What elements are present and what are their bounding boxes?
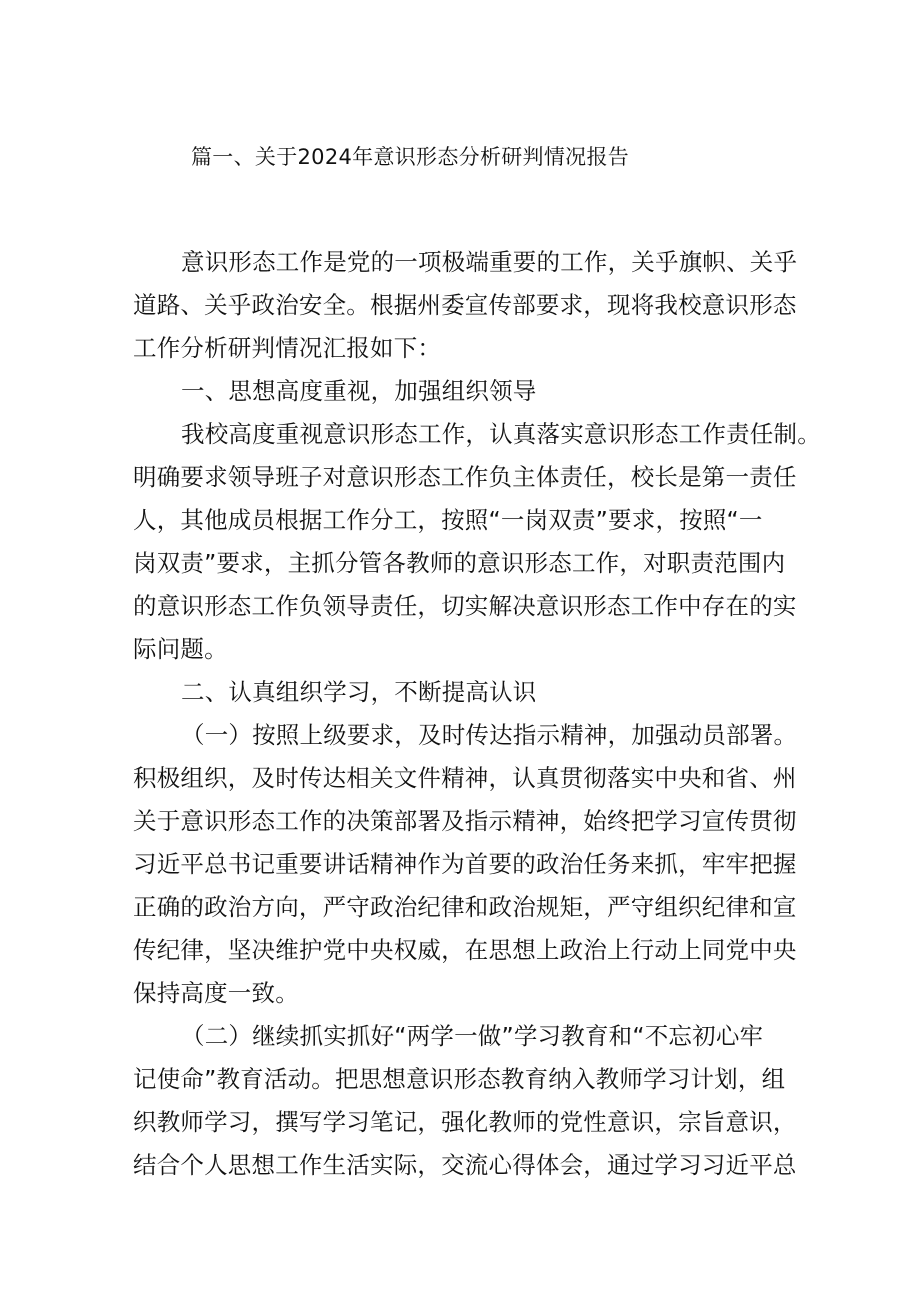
- text-line: 意识形态工作是党的一项极端重要的工作，关乎旗帜、关乎: [181, 248, 798, 276]
- text-line: 保持高度一致。: [133, 979, 299, 1007]
- text-line: 岗双责”要求，主抓分管各教师的意识形态工作，对职责范围内: [133, 549, 786, 577]
- text-line: 我校高度重视意识形态工作，认真落实意识形态工作责任制。: [181, 420, 821, 448]
- text-line: 一、思想高度重视，加强组织领导: [181, 377, 537, 405]
- text-line: 织教师学习，撰写学习笔记，强化教师的党性意识，宗旨意识，: [133, 1108, 797, 1136]
- text-line: （二）继续抓实抓好“两学一做”学习教育和“不忘初心牢: [181, 1022, 764, 1050]
- text-line: 正确的政治方向，严守政治纪律和政治规矩，严守组织纪律和宣: [133, 893, 797, 921]
- document-body: [133, 241, 821, 1187]
- text-line: 积极组织，及时传达相关文件精神，认真贯彻落实中央和省、州: [133, 764, 797, 792]
- text-line: 习近平总书记重要讲话精神作为首要的政治任务来抓，牢牢把握: [133, 850, 797, 878]
- text-line: （一）按照上级要求，及时传达指示精神，加强动员部署。: [181, 721, 798, 749]
- text-line: 记使命”教育活动。把思想意识形态教育纳入教师学习计划，组: [133, 1065, 786, 1093]
- text-line: 结合个人思想工作生活实际，交流心得体会，通过学习习近平总: [133, 1151, 797, 1179]
- text-line: 关于意识形态工作的决策部署及指示精神，始终把学习宣传贯彻: [133, 807, 797, 835]
- text-line: 的意识形态工作负领导责任，切实解决意识形态工作中存在的实: [133, 592, 797, 620]
- text-line: 明确要求领导班子对意识形态工作负主体责任，校长是第一责任: [133, 463, 797, 491]
- text-line: 道路、关乎政治安全。根据州委宣传部要求，现将我校意识形态: [133, 291, 797, 319]
- document-title: 篇一、关于2024年意识形态分析研判情况报告: [191, 145, 630, 169]
- text-line: 人，其他成员根据工作分工，按照“一岗双责”要求，按照“一: [133, 506, 763, 534]
- text-line: 二、认真组织学习，不断提高认识: [181, 678, 537, 706]
- text-line: 传纪律，坚决维护党中央权威，在思想上政治上行动上同党中央: [133, 936, 797, 964]
- text-line: 工作分析研判情况汇报如下：: [133, 334, 442, 362]
- text-line: 际问题。: [133, 635, 228, 663]
